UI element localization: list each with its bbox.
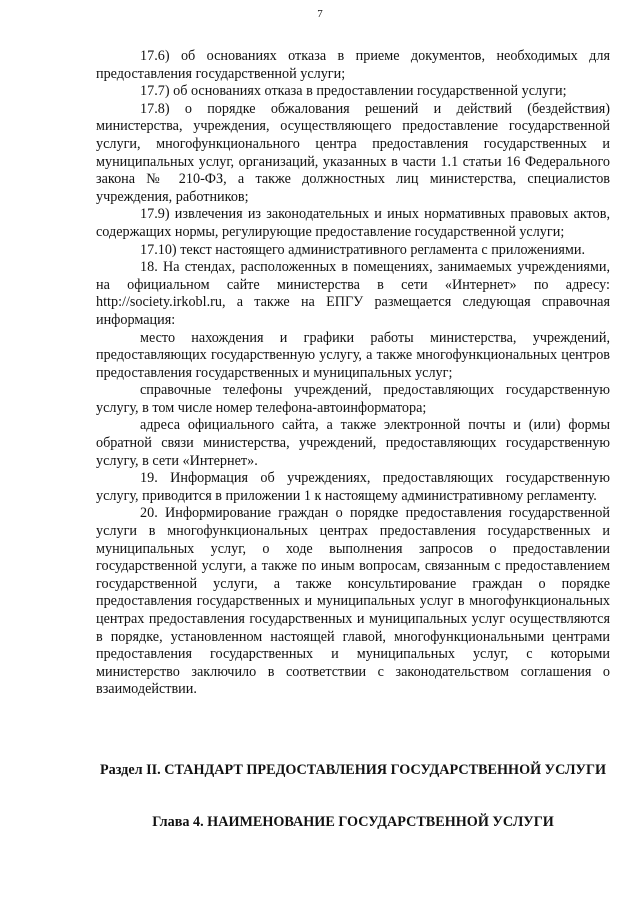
paragraph-19: 19. Информация об учреждениях, предоставляющих государственную услугу, приводится в приложении 1 к настоящему административному регламенту.: [96, 470, 610, 504]
paragraph-18-item-location: место нахождения и графики работы министерства, учреждений, предоставляющих государственную услугу, а также многофункциональных центров предоставления государственных и муниципальных услуг;: [96, 329, 610, 381]
paragraph-17-8: 17.8) о порядке обжалования решений и действий (бездействия) министерства, учреждения, осуществляющего предоставление государственной услуги, многофункционального центра предоставления государственных и муниципальных услуг, организаций, указанных в части 1.1 статьи 16 Федерального закона № 210-ФЗ, а также должностных лиц министерства, специалистов учреждения, работников;: [96, 100, 610, 205]
paragraph-18: 18. На стендах, расположенных в помещениях, занимаемых учреждениями, на официальном сайте министерства в сети «Интернет» по адресу: http://society.irkobl.ru, а также на ЕПГУ размещается следующая справочная информация:: [96, 259, 610, 328]
paragraph-20: 20. Информирование граждан о порядке предоставления государственной услуги в многофункциональных центрах предоставления государственных и муниципальных услуг, о ходе выполнения запросов о предоставлении государственной услуги, а также по иным вопросам, связанным с предоставлением государственной услуги, а также консультирование граждан о порядке предоставления государственных и муниципальных услуг в многофункциональных центрах предоставления государственных и муниципальных услуг осуществляются в порядке, установленном настоящей главой, многофункциональными центрами предоставления государственных и муниципальных услуг, с которыми министерство заключило в соответствии с законодательством соглашения о взаимодействии.: [96, 505, 610, 698]
paragraph-17-6: 17.6) об основаниях отказа в приеме документов, необходимых для предоставления государственной услуги;: [96, 48, 610, 82]
section-heading: Раздел II. СТАНДАРТ ПРЕДОСТАВЛЕНИЯ ГОСУДАРСТВЕННОЙ УСЛУГИ: [99, 762, 607, 778]
paragraph-17-9: 17.9) извлечения из законодательных и иных нормативных правовых актов, содержащих нормы, регулирующие предоставление государственной услуги;: [96, 206, 610, 240]
paragraph-17-10: 17.10) текст настоящего административного регламента с приложениями.: [140, 241, 586, 258]
page-number: 7: [317, 8, 323, 20]
document-body: [96, 48, 610, 699]
paragraph-18-item-phones: справочные телефоны учреждений, предоставляющих государственную услугу, в том числе номер телефона-автоинформатора;: [96, 382, 610, 416]
paragraph-18-item-addresses: адреса официального сайта, а также электронной почты и (или) формы обратной связи министерства, учреждений, предоставляющих государственную услугу, в сети «Интернет».: [96, 417, 610, 469]
paragraph-17-7: 17.7) об основаниях отказа в предоставлении государственной услуги;: [140, 83, 567, 100]
chapter-heading: Глава 4. НАИМЕНОВАНИЕ ГОСУДАРСТВЕННОЙ УСЛУГИ: [152, 814, 554, 830]
